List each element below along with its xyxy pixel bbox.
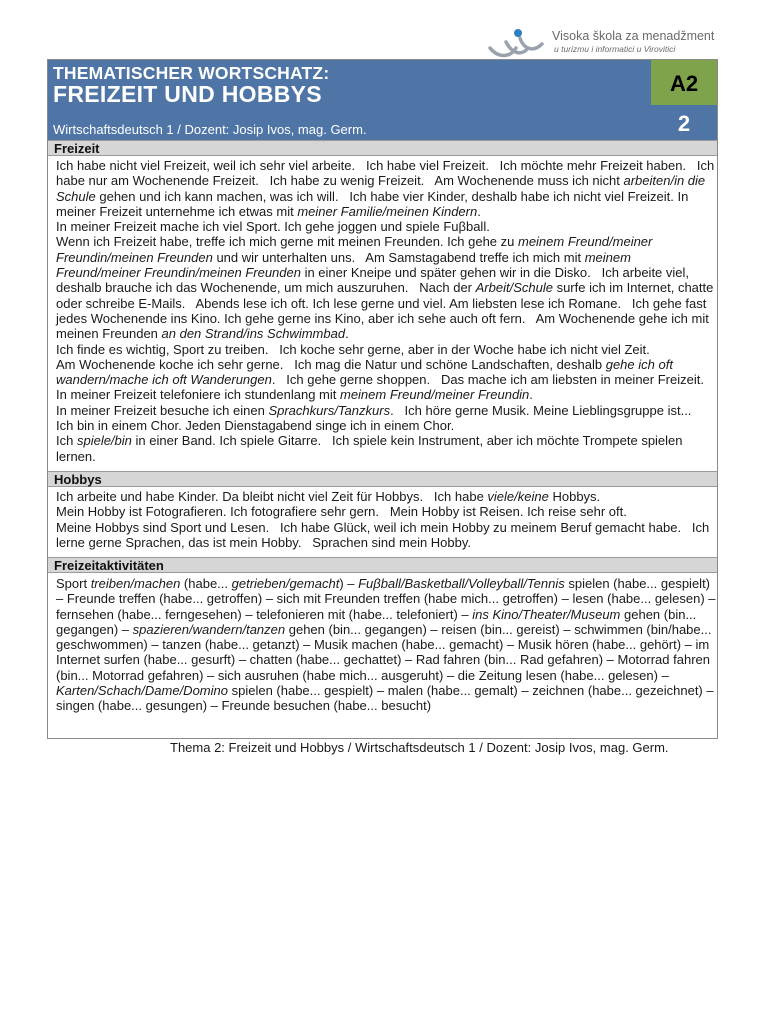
page-footer: Thema 2: Freizeit und Hobbys / Wirtschaftsdeutsch 1 / Dozent: Josip Ivos, mag. Germ. [170,740,669,755]
worksheet [47,59,718,739]
header-line-1: THEMATISCHER WORTSCHATZ: [53,63,330,83]
freizeit-text: Ich habe nicht viel Freizeit, weil ich sehr viel arbeite. Ich habe viel Freizeit. Ich möchte mehr Freizeit haben. Ich habe nur am Wochenende Freizeit. Ich habe zu wenig Freizeit. Am Wochenende muss ich nicht arbeiten/in die Schule gehen und ich kann machen, was ich will. Ich habe vier Kinder, deshalb habe ich nicht viel Freizeit. In meiner Freizeit unternehme ich etwas mit meiner Familie/meinen Kindern. In meiner Freizeit mache ich viel Sport. Ich gehe joggen und spiele Fuβball. Wenn ich Freizeit habe, treffe ich mich gerne mit meinen Freunden. Ich gehe zu meinem Freund/meiner Freundin/meinen Freunden und wir unterhalten uns. Am Samstagabend treffe ich mich mit meinem Freund/meiner Freundin/meinen Freunden in einer Kneipe und später gehen wir in die Disko. Ich arbeite viel, deshalb brauche ich das Wochenende, um mich auszuruhen. Nach der Arbeit/Schule surfe ich im Internet, chatte oder schreibe E-Mails. Abends lese ich oft. Ich lese gerne und viel. Am liebsten lese ich Romane. Ich gehe fast jedes Wochenende ins Kino. Ich gehe gerne ins Kino, aber ich sehe auch oft fern. Am Wochenende gehe ich mit meinen Freunden an den Strand/ins Schwimmbad. Ich finde es wichtig, Sport zu treiben. Ich koche sehr gerne, aber in der Woche habe ich nicht viel Zeit. Am Wochenende koche ich sehr gerne. Ich mag die Natur und schöne Landschaften, deshalb gehe ich oft wandern/mache ich oft Wanderungen. Ich gehe gerne shoppen. Das mache ich am liebsten in meiner Freizeit. In meiner Freizeit telefoniere ich stundenlang mit meinem Freund/meiner Freundin. In meiner Freizeit besuche ich einen Sprachkurs/Tanzkurs. Ich höre gerne Musik. Meine Lieblingsgruppe ist... Ich bin in einem Chor. Jeden Dienstagabend singe ich in einem Chor. Ich spiele/bin in einer Band. Ich spiele Gitarre. Ich spiele kein Instrument, aber ich möchte Trompete spielen lernen. [56,158,715,464]
course-info: Wirtschaftsdeutsch 1 / Dozent: Josip Ivos, mag. Germ. [53,122,367,137]
hobbys-text: Ich arbeite und habe Kinder. Da bleibt nicht viel Zeit für Hobbys. Ich habe viele/keine Hobbys. Mein Hobby ist Fotografieren. Ich fotografiere sehr gern. Mein Hobby ist Reisen. Ich reise sehr oft. Meine Hobbys sind Sport und Lesen. Ich habe Glück, weil ich mein Hobby zu meinem Beruf gemacht habe. Ich lerne gerne Sprachen, das ist mein Hobby. Sprachen sind mein Hobby. [56,489,710,550]
header-title: FREIZEIT UND HOBBYS [53,81,322,107]
section-body-freizeit [56,158,716,464]
header-band [48,60,717,140]
logo-school-name: Visoka škola za menadžment [552,29,715,43]
section-body-hobbys [56,489,716,550]
section-heading-freizeit: Freizeit [48,140,717,156]
section-body-freizeitaktivitaeten [56,576,716,714]
logo-school-subtitle: u turizmu i informatici u Virovitici [554,44,676,54]
topic-number: 2 [677,111,691,136]
freizeitaktivitaeten-text: Sport treiben/machen (habe... getrieben/gemacht) – Fuβball/Basketball/Volleyball/Tennis spielen (habe... gespielt) – Freunde treffen (habe... getroffen) – sich mit Freunden treffen (habe mich... getroffen) – lesen (habe... gelesen) – fernsehen (habe... ferngesehen) – telefonieren mit (habe... telefoniert) – ins Kino/Theater/Museum gehen (bin... gegangen) – spazieren/wandern/tanzen gehen (bin... gegangen) – reisen (bin... gereist) – schwimmen (bin/habe... geschwommen) – tanzen (habe... getanzt) – Musik machen (habe... gemacht) – Musik hören (habe... gehört) – im Internet surfen (habe... gesurft) – chatten (habe... gechattet) – Rad fahren (bin... Rad gefahren) – Motorrad fahren (bin... Motorrad gefahren) – sich ausruhen (habe mich... ausgeruht) – die Zeitung lesen (habe... gelesen) – Karten/Schach/Dame/Domino spielen (habe... gespielt) – malen (habe... gemalt) – zeichnen (habe... gezeichnet) – singen (habe... gesungen) – Freunde besuchen (habe... besucht) [56,576,716,714]
section-heading-hobbys: Hobbys [48,471,717,487]
school-logo [488,26,720,60]
section-heading-freizeitaktivitaeten: Freizeitaktivitäten [48,557,717,573]
logo-icon [488,28,548,60]
level-badge: A2 [651,60,717,105]
